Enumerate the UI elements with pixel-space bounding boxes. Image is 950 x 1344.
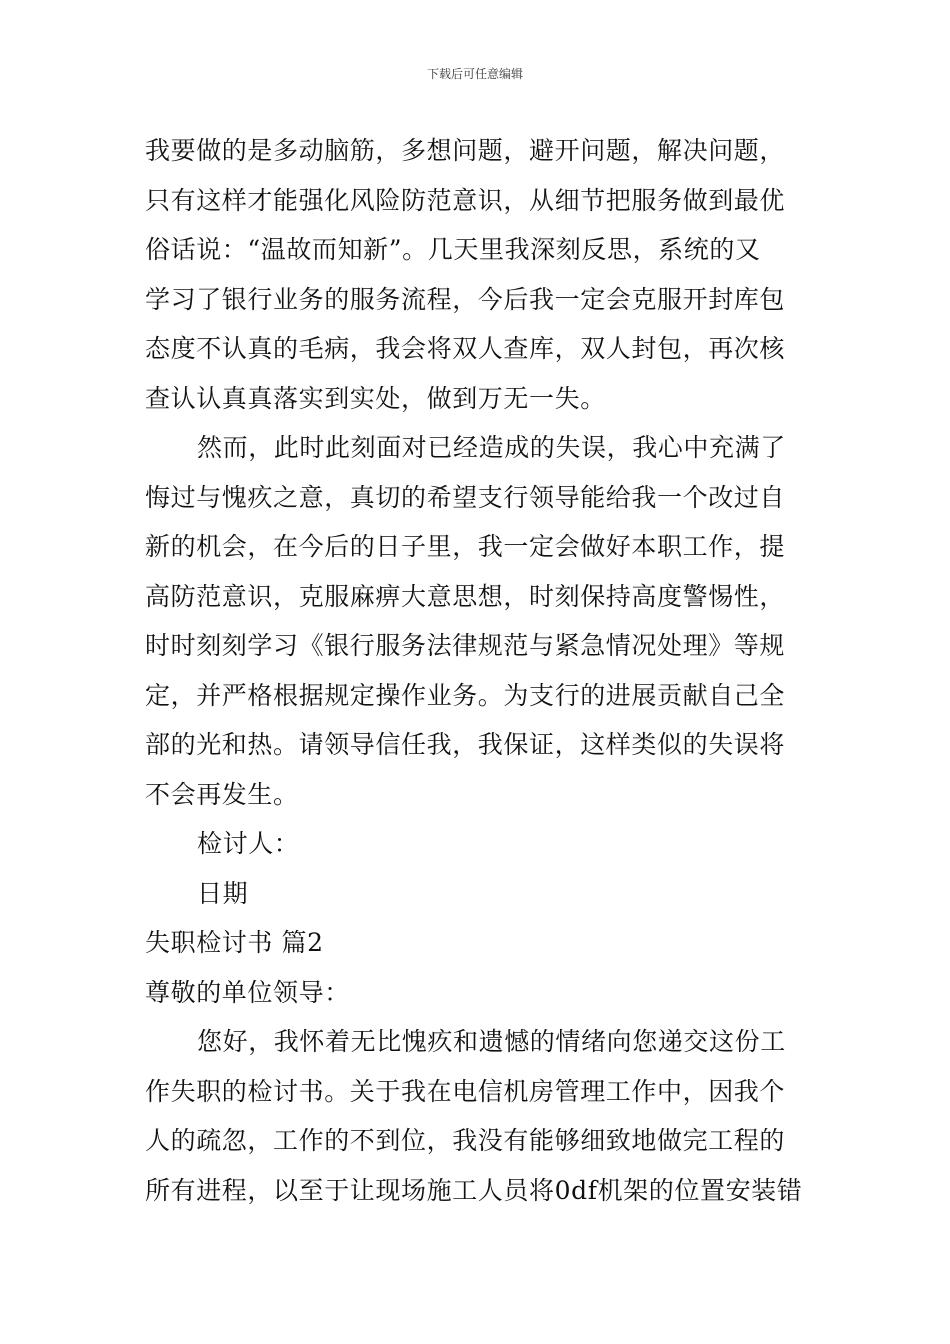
text-line: 人的疏忽，工作的不到位，我没有能够细致地做完工程的 bbox=[145, 1126, 786, 1155]
paragraph-start-line: 然而，此时此刻面对已经造成的失误，我心中充满了 bbox=[197, 433, 786, 462]
section-title: 失职检讨书 篇2 bbox=[145, 928, 324, 957]
text-line: 态度不认真的毛病，我会将双人查库，双人封包，再次核 bbox=[145, 334, 786, 363]
text-line: 学习了银行业务的服务流程，今后我一定会克服开封库包 bbox=[145, 284, 786, 314]
page-header-note: 下载后可任意编辑 bbox=[426, 67, 523, 81]
date-label: 日期 bbox=[197, 878, 249, 908]
signature-label: 检讨人： bbox=[197, 829, 300, 858]
salutation: 尊敬的单位领导： bbox=[145, 977, 350, 1007]
text-line: 所有进程，以至于让现场施工人员将0df机架的位置安装错 bbox=[145, 1175, 803, 1205]
text-line: 只有这样才能强化风险防范意识，从细节把服务做到最优 bbox=[145, 185, 786, 215]
text-line: 定，并严格根据规定操作业务。为支行的进展贡献自己全 bbox=[145, 680, 786, 710]
text-line: 作失职的检讨书。关于我在电信机房管理工作中，因我个 bbox=[145, 1076, 786, 1106]
document-body bbox=[145, 126, 810, 1215]
text-line: 新的机会，在今后的日子里，我一定会做好本职工作，提 bbox=[145, 532, 786, 561]
text-line: 俗话说：“温故而知新”。几天里我深刻反思，系统的又 bbox=[145, 235, 761, 264]
text-line: 查认认真真落实到实处，做到万无一失。 bbox=[145, 383, 606, 413]
text-line: 悔过与愧疚之意，真切的希望支行领导能给我一个改过自 bbox=[145, 482, 786, 512]
text-line: 高防范意识，克服麻痹大意思想，时刻保持高度警惕性， bbox=[145, 581, 786, 611]
text-line: 部的光和热。请领导信任我，我保证，这样类似的失误将 bbox=[145, 730, 786, 759]
text-line: 时时刻刻学习《银行服务法律规范与紧急情况处理》等规 bbox=[145, 631, 786, 660]
text-line: 不会再发生。 bbox=[145, 779, 299, 809]
text-line: 我要做的是多动脑筋，多想问题，避开问题，解决问题， bbox=[145, 136, 786, 165]
paragraph-start-line: 您好，我怀着无比愧疚和遗憾的情绪向您递交这份工 bbox=[197, 1027, 786, 1056]
